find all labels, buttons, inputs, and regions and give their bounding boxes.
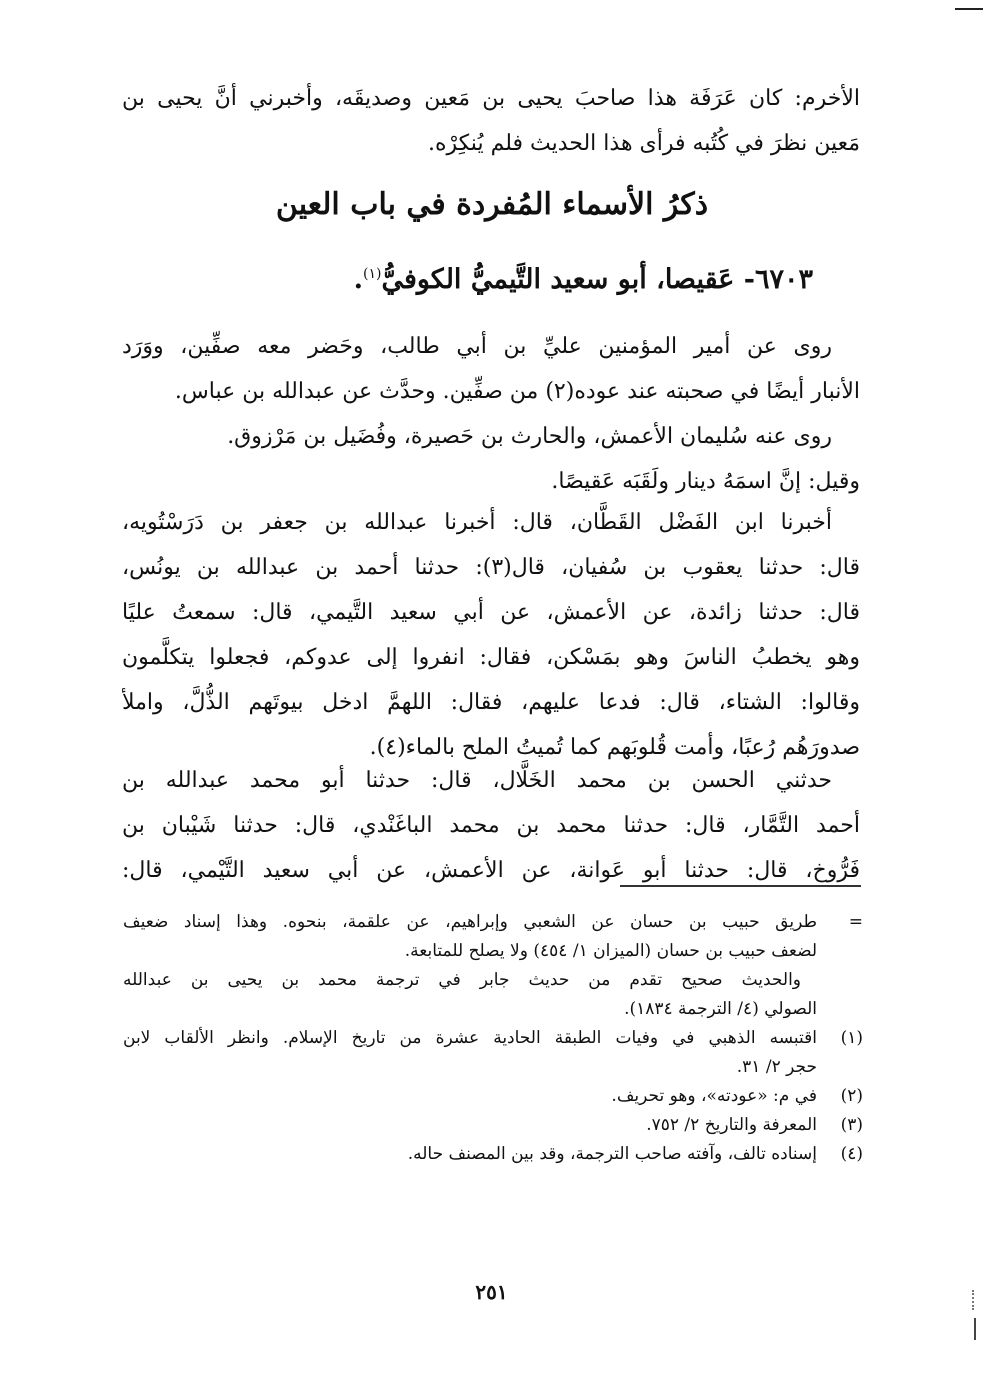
- footnote-4: [123, 1140, 863, 1169]
- footnote-number: (٤): [840, 1144, 863, 1164]
- footnote-continued: [123, 908, 863, 966]
- scan-edge-line: [974, 1318, 976, 1340]
- entry-title-end: .: [353, 264, 363, 295]
- text-line: روى عنه سُليمان الأعمش، والحارث بن حَصيرة، وفُضَيل بن مَرْزوق.: [227, 424, 832, 449]
- footnote-separator: [620, 885, 861, 887]
- paragraph-1: [122, 324, 860, 414]
- footnote-line: في م: «عودته»، وهو تحريف.: [611, 1086, 817, 1106]
- text-line: مَعين نظرَ في كُتُبه فرأى هذا الحديث فلم يُنكِرْه.: [428, 131, 860, 156]
- intro-paragraph: [122, 76, 860, 166]
- text-line: أخبرنا ابن الفَضْل القَطَّان، قال: أخبرنا عبدالله بن جعفر بن دَرَسْتُويه،: [122, 510, 832, 535]
- footnote-line: حجر ٢/ ٣١.: [736, 1057, 817, 1077]
- entry-title: [354, 252, 813, 302]
- text-line: قال: حدثنا يعقوب بن سُفيان، قال(٣): حدثنا أحمد بن عبدالله بن يونُس،: [122, 555, 860, 580]
- text-line: قال: حدثنا زائدة، عن الأعمش، عن أبي سعيد التَّيمي، قال: سمعتُ عليًا: [122, 600, 860, 625]
- footnote-line: المعرفة والتاريخ ٢/ ٧٥٢.: [646, 1115, 817, 1135]
- paragraph-2: [122, 414, 860, 504]
- paragraph-4: [122, 758, 860, 893]
- text-line: الأنبار أيضًا في صحبته عند عوده(٢) من صفِّين. وحدَّث عن عبدالله بن عباس.: [174, 379, 860, 404]
- scan-edge-mark: [955, 8, 983, 10]
- footnote-2: [123, 1082, 863, 1111]
- paragraph-3: [122, 500, 860, 770]
- page-number: ٢٥١: [475, 1280, 508, 1304]
- footnote-line: لضعف حبيب بن حسان (الميزان ١/ ٤٥٤) ولا يصلح للمتابعة.: [404, 941, 817, 961]
- footnote-line: طريق حبيب بن حسان عن الشعبي وإبراهيم، عن علقمة، بنحوه. وهذا إسناد ضعيف: [123, 912, 817, 932]
- text-line: وقيل: إنَّ اسمَهُ دينار ولَقَبَه عَقيصًا.: [551, 469, 860, 494]
- text-line: الأخرم: كان عَرَفَة هذا صاحبَ يحيى بن مَعين وصديقَه، وأخبرني أنَّ يحيى بن: [122, 86, 860, 111]
- footnote-line: الصولي (٤/ الترجمة ١٨٣٤).: [624, 999, 817, 1019]
- footnote-number: (١): [840, 1028, 863, 1048]
- text-line: أحمد التَّمَّار، قال: حدثنا محمد بن محمد الباغَنْدي، قال: حدثنا شَيْبان بن: [122, 813, 860, 838]
- footnote-line: والحديث صحيح تقدم من حديث جابر في ترجمة محمد بن يحيى بن عبدالله: [123, 970, 801, 990]
- text-line: فَرُّوخ، قال: حدثنا أبو عَوانة، عن الأعمش، عن أبي سعيد التَّيْمي، قال:: [122, 858, 860, 883]
- footnote-continued-2: [123, 966, 863, 1024]
- entry-title-text: ٦٧٠٣- عَقيصا، أبو سعيد التَّيميُّ الكوفيُّ: [381, 264, 813, 295]
- footnote-line: إسناده تالف، وآفته صاحب الترجمة، وقد بين المصنف حاله.: [407, 1144, 817, 1164]
- text-line: صدورَهُم رُعبًا، وأمت قُلوبَهم كما تُميتُ الملح بالماء(٤).: [369, 735, 860, 760]
- footnotes: [123, 908, 863, 1169]
- text-line: روى عن أمير المؤمنين عليِّ بن أبي طالب، وحَضر معه صفِّين، ووَرَد: [122, 334, 832, 359]
- footnote-line: اقتبسه الذهبي في وفيات الطبقة الحادية عشرة من تاريخ الإسلام. وانظر الألقاب لابن: [123, 1028, 817, 1048]
- footnote-number: (٢): [840, 1086, 863, 1106]
- text-line: وهو يخطبُ الناسَ وهو بمَسْكن، فقال: انفروا إلى عدوكم، فجعلوا يتكلَّمون: [122, 645, 860, 670]
- footnote-ref: (١): [362, 266, 382, 282]
- text-line: وقالوا: الشتاء، قال: فدعا عليهم، فقال: اللهمَّ ادخل بيوتَهم الذُّلَّ، واملأ: [122, 690, 860, 715]
- footnote-3: [123, 1111, 863, 1140]
- text-line: حدثني الحسن بن محمد الخَلَّال، قال: حدثنا أبو محمد عبدالله بن: [122, 768, 832, 793]
- footnote-1: [123, 1024, 863, 1082]
- footnote-number: (٣): [840, 1115, 863, 1135]
- section-heading: ذكرُ الأسماء المُفردة في باب العين: [275, 187, 709, 222]
- footnote-marker: =: [848, 912, 863, 932]
